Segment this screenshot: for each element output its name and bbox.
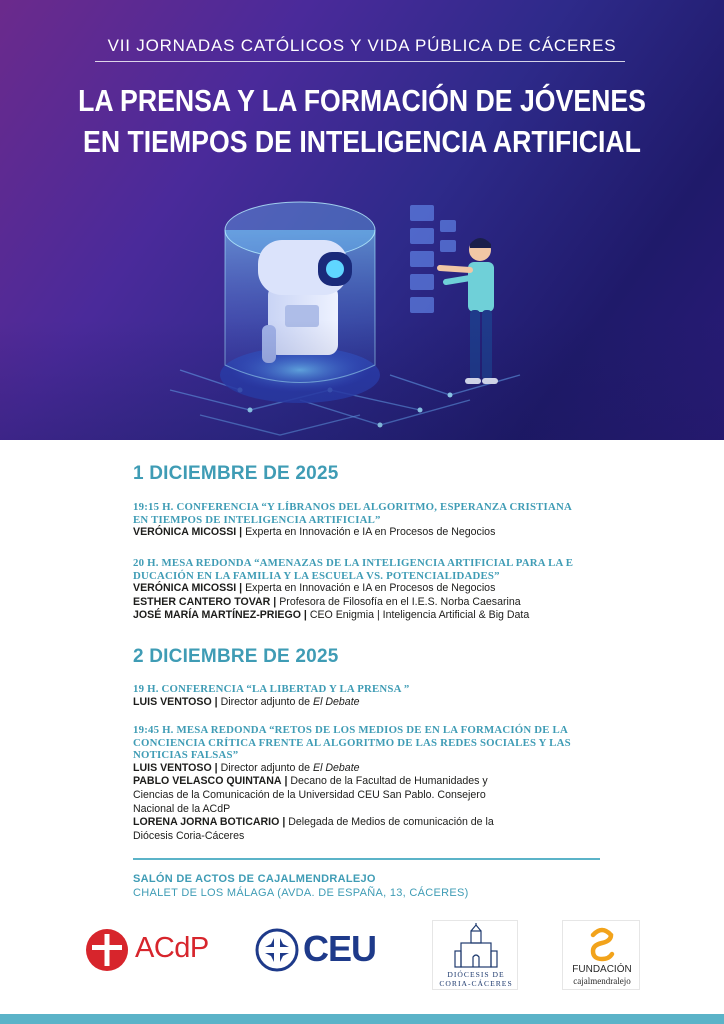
publication-name: El Debate — [313, 695, 360, 708]
fundacion-logo — [562, 920, 640, 990]
role-text: Director adjunto de — [220, 695, 314, 708]
event-title-line-2: EN TIEMPOS DE INTELIGENCIA ARTIFICIAL — [83, 124, 641, 159]
speaker-role-continued: Nacional de la ACdP — [133, 802, 231, 815]
speaker-role — [221, 696, 360, 708]
event-heading-line: 20 H. MESA REDONDA “AMENAZAS DE LA INTELIGENCIA ARTIFICIAL PARA LA E — [133, 557, 574, 569]
speaker-name: PABLO VELASCO QUINTANA — [133, 775, 282, 788]
speaker-row — [133, 609, 603, 623]
diocesis-name-line-2: CORIA-CÁCERES — [439, 979, 513, 988]
speaker-name: JOSÉ MARÍA MARTÍNEZ-PRIEGO — [133, 609, 301, 622]
speaker-role: Experta en Innovación e IA en Procesos de Negocios — [245, 526, 496, 539]
speaker-row — [133, 762, 603, 776]
speaker-row — [133, 816, 603, 843]
speaker-role — [221, 762, 360, 774]
speaker-role: Experta en Innovación e IA en Procesos de Negocios — [245, 582, 496, 595]
speaker-name: VERÓNICA MICOSSI — [133, 526, 237, 539]
speaker-role-continued: Diócesis Coria-Cáceres — [133, 829, 245, 842]
event-heading-line: CONCIENCIA CRÍTICA FRENTE AL ALGORITMO DE LAS REDES SOCIALES Y LAS — [133, 736, 571, 749]
speaker-row — [133, 596, 603, 610]
event-heading-line: EN TIEMPOS DE INTELIGENCIA ARTIFICIAL” — [133, 513, 381, 526]
ceu-wordmark: CEU — [303, 928, 377, 969]
event-day1-round-table — [133, 557, 603, 623]
role-text: Director adjunto de — [220, 761, 314, 774]
speaker-role-continued: Ciencias de la Comunicación de la Universidad CEU San Pablo. Consejero — [133, 788, 486, 801]
event-heading — [133, 724, 603, 762]
ai-robot-illustration — [0, 160, 724, 440]
fundacion-name: cajalmendralejo — [573, 976, 631, 986]
separator: | — [273, 595, 280, 608]
event-heading — [133, 683, 603, 696]
acdp-cross-icon — [85, 928, 129, 972]
speaker-role: CEO Enigmia | Inteligencia Artificial & Big Data — [309, 609, 530, 622]
venue-address: CHALET DE LOS MÁLAGA (AVDA. DE ESPAÑA, 13, CÁCERES) — [133, 887, 469, 899]
venue-divider — [133, 858, 600, 860]
ceu-cross-icon — [255, 928, 299, 972]
fundacion-label: FUNDACIÓN — [572, 964, 632, 975]
event-heading-line: 19 H. CONFERENCIA “LA LIBERTAD Y LA PRENSA ” — [133, 683, 410, 695]
event-title-line-1: LA PRENSA Y LA FORMACIÓN DE JÓVENES — [78, 83, 646, 118]
day-1-title: 1 DICIEMBRE DE 2025 — [133, 463, 339, 484]
speaker-row — [133, 775, 603, 816]
speaker-role: Profesora de Filosofía en el I.E.S. Norba Caesarina — [279, 595, 521, 608]
speaker-name: LORENA JORNA BOTICARIO — [133, 816, 280, 829]
event-title — [51, 80, 674, 162]
speaker-name: ESTHER CANTERO TOVAR — [133, 595, 271, 608]
separator: | — [214, 695, 221, 708]
event-heading-line: 19:45 H. MESA REDONDA “RETOS DE LOS MEDIOS DE EN LA FORMACIÓN DE LA — [133, 724, 568, 736]
speaker-role: Delegada de Medios de comunicación de la — [288, 816, 494, 829]
separator: | — [214, 761, 221, 774]
acdp-logo — [85, 926, 215, 972]
speaker-row — [133, 582, 603, 596]
subtitle-divider — [95, 61, 625, 62]
event-heading-line: 19:15 H. CONFERENCIA “Y LÍBRANOS DEL ALGORITMO, ESPERANZA CRISTIANA — [133, 501, 572, 513]
event-series-subtitle: VII JORNADAS CATÓLICOS Y VIDA PÚBLICA DE CÁCERES — [107, 36, 617, 55]
event-heading — [133, 501, 603, 526]
separator: | — [239, 526, 246, 539]
speaker-name: LUIS VENTOSO — [133, 695, 212, 708]
speaker-row — [133, 696, 603, 710]
event-heading-line: NOTICIAS FALSAS” — [133, 749, 239, 762]
cathedral-icon — [433, 923, 519, 971]
speaker-name: LUIS VENTOSO — [133, 761, 212, 774]
separator: | — [284, 775, 291, 788]
event-day1-conference — [133, 501, 603, 540]
venue-name: SALÓN DE ACTOS DE CAJALMENDRALEJO — [133, 873, 376, 885]
event-heading-line: DUCACIÓN EN LA FAMILIA Y LA ESCUELA VS. POTENCIALIDADES” — [133, 569, 500, 582]
hero-banner — [0, 0, 724, 440]
speaker-row — [133, 526, 603, 540]
speaker-role: Decano de la Facultad de Humanidades y — [290, 775, 488, 788]
diocesis-name-line-1: DIÓCESIS DE — [447, 970, 505, 979]
publication-name: El Debate — [313, 761, 360, 774]
separator: | — [239, 582, 246, 595]
event-day2-conference — [133, 683, 603, 709]
separator: | — [303, 609, 310, 622]
event-heading — [133, 557, 603, 582]
acdp-wordmark: ACdP — [135, 932, 209, 964]
footer-bar — [0, 1014, 724, 1024]
ceu-logo — [255, 926, 395, 972]
day-2-title: 2 DICIEMBRE DE 2025 — [133, 646, 339, 667]
diocesis-logo — [432, 920, 518, 990]
separator: | — [282, 816, 289, 829]
fundacion-symbol-icon — [563, 923, 641, 963]
event-day2-round-table — [133, 724, 603, 843]
speaker-name: VERÓNICA MICOSSI — [133, 582, 237, 595]
